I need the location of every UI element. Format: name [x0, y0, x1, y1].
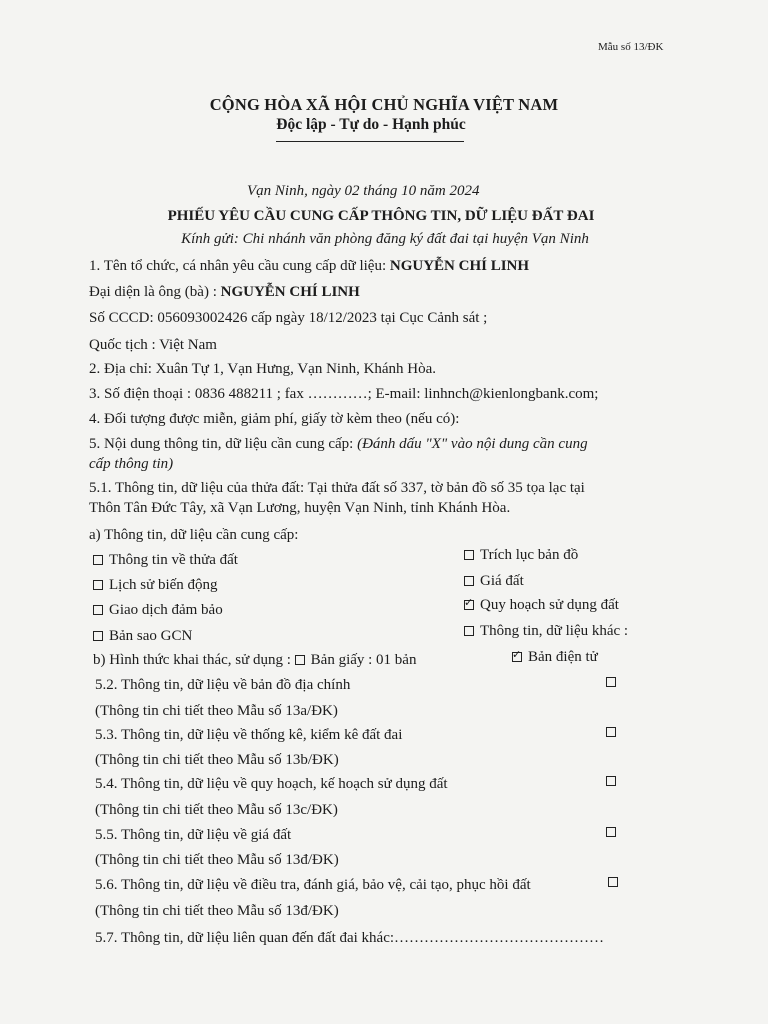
contact-line: 3. Số điện thoại : 0836 488211 ; fax …………; E-mail: linhnch@kienlongbank.com;	[89, 386, 599, 402]
usage-label: b) Hình thức khai thác, sử dụng :	[93, 652, 295, 668]
recipient-line: Kính gửi: Chi nhánh văn phòng đăng ký đất đai tại huyện Vạn Ninh	[181, 231, 589, 247]
option-label: Quy hoạch sử dụng đất	[480, 597, 619, 613]
form-code: Mẫu số 13/ĐK	[598, 41, 664, 53]
option-secured-transactions[interactable]	[93, 602, 223, 619]
checkbox-icon[interactable]	[93, 555, 103, 565]
option-label: Giao dịch đảm bảo	[109, 602, 223, 618]
parcel-line-2: Thôn Tân Đức Tây, xã Vạn Lương, huyện Vạn Ninh, tỉnh Khánh Hòa.	[89, 500, 511, 516]
checkbox-icon[interactable]	[464, 626, 474, 636]
data-item-land-statistics-checkbox[interactable]	[606, 724, 616, 741]
checkbox-icon[interactable]	[464, 550, 474, 560]
checkbox-icon[interactable]	[606, 677, 616, 687]
requester-name: NGUYỄN CHÍ LINH	[389, 258, 530, 274]
option-parcel-info[interactable]	[93, 552, 238, 569]
data-item-land-survey: 5.6. Thông tin, dữ liệu về điều tra, đánh giá, bảo vệ, cải tạo, phục hồi đất	[95, 877, 531, 893]
parcel-line-1: 5.1. Thông tin, dữ liệu của thửa đất: Tại thửa đất số 337, tờ bản đồ số 35 tọa lạc tại	[89, 480, 585, 496]
section5-line	[89, 436, 588, 453]
data-item-land-price: 5.5. Thông tin, dữ liệu về giá đất	[95, 827, 292, 843]
section5-note-cont: cấp thông tin)	[89, 456, 174, 472]
subsection-a: a) Thông tin, dữ liệu cần cung cấp:	[89, 527, 299, 543]
data-item-cadastral-map: 5.2. Thông tin, dữ liệu về bản đồ địa chính	[95, 677, 351, 693]
checkbox-icon[interactable]	[608, 877, 618, 887]
option-certificate-copy[interactable]	[93, 628, 192, 645]
option-label: Lịch sử biến động	[109, 577, 218, 593]
data-item-land-survey-detail: (Thông tin chi tiết theo Mẫu số 13đ/ĐK)	[95, 903, 339, 919]
option-change-history[interactable]	[93, 577, 218, 594]
section5-label: 5. Nội dung thông tin, dữ liệu cần cung cấp:	[89, 436, 358, 452]
option-land-price[interactable]	[464, 573, 524, 590]
nationality-line: Quốc tịch : Việt Nam	[89, 337, 217, 353]
option-label: Giá đất	[480, 573, 524, 589]
option-other-data[interactable]	[464, 623, 628, 640]
requester-label: 1. Tên tổ chức, cá nhân yêu cầu cung cấp dữ liệu:	[89, 258, 390, 274]
national-motto: Độc lập - Tự do - Hạnh phúc	[276, 116, 466, 133]
checked-checkbox-icon[interactable]	[512, 648, 522, 662]
data-item-cadastral-map-checkbox[interactable]	[606, 674, 616, 691]
motto-underline	[276, 141, 464, 142]
usage-electronic[interactable]	[512, 649, 598, 666]
checkbox-icon[interactable]	[606, 776, 616, 786]
requester-line	[89, 258, 529, 275]
other-data-line: 5.7. Thông tin, dữ liệu liên quan đến đất đai khác:……………………………………	[95, 930, 605, 946]
representative-label: Đại diện là ông (bà) :	[89, 284, 221, 300]
check-mark-icon: ✓	[512, 648, 522, 661]
checkbox-icon[interactable]	[606, 727, 616, 737]
checked-checkbox-icon[interactable]	[464, 596, 474, 610]
checkbox-icon[interactable]	[93, 605, 103, 615]
checkbox-icon[interactable]	[93, 631, 103, 641]
data-item-land-use-planning-detail: (Thông tin chi tiết theo Mẫu số 13c/ĐK)	[95, 802, 338, 818]
checkbox-icon[interactable]	[295, 655, 305, 665]
section5-note: (Đánh dấu "X" vào nội dung cần cung	[357, 436, 588, 452]
option-label: Thông tin về thửa đất	[109, 552, 238, 568]
usage-electronic-label: Bản điện tử	[528, 649, 598, 665]
check-mark-icon: ✓	[464, 596, 474, 609]
data-item-land-survey-checkbox[interactable]	[608, 874, 618, 891]
document-title: PHIẾU YÊU CẦU CUNG CẤP THÔNG TIN, DỮ LIỆU ĐẤT ĐAI	[167, 208, 595, 224]
data-item-land-use-planning: 5.4. Thông tin, dữ liệu về quy hoạch, kế hoạch sử dụng đất	[95, 776, 448, 792]
data-item-land-statistics: 5.3. Thông tin, dữ liệu về thống kê, kiểm kê đất đai	[95, 727, 403, 743]
place-date: Vạn Ninh, ngày 02 tháng 10 năm 2024	[247, 183, 480, 199]
address-line: 2. Địa chỉ: Xuân Tự 1, Vạn Hưng, Vạn Ninh, Khánh Hòa.	[89, 361, 437, 377]
checkbox-icon[interactable]	[464, 576, 474, 586]
option-land-use-planning[interactable]	[464, 597, 619, 614]
representative-name: NGUYỄN CHÍ LINH	[220, 284, 360, 300]
data-item-land-price-checkbox[interactable]	[606, 824, 616, 841]
usage-line	[93, 652, 416, 669]
option-map-extract[interactable]	[464, 547, 578, 564]
checkbox-icon[interactable]	[606, 827, 616, 837]
data-item-land-use-planning-checkbox[interactable]	[606, 773, 616, 790]
national-heading: CỘNG HÒA XÃ HỘI CHỦ NGHĨA VIỆT NAM	[209, 95, 559, 114]
data-item-cadastral-map-detail: (Thông tin chi tiết theo Mẫu số 13a/ĐK)	[95, 703, 338, 719]
checkbox-icon[interactable]	[93, 580, 103, 590]
option-label: Trích lục bản đồ	[480, 547, 579, 563]
option-label: Bản sao GCN	[109, 628, 193, 644]
data-item-land-price-detail: (Thông tin chi tiết theo Mẫu số 13đ/ĐK)	[95, 852, 339, 868]
id-card-line: Số CCCD: 056093002426 cấp ngày 18/12/2023 tại Cục Cảnh sát ;	[89, 310, 488, 326]
representative-line	[89, 284, 360, 301]
exemption-line: 4. Đối tượng được miễn, giảm phí, giấy tờ kèm theo (nếu có):	[89, 411, 460, 427]
option-label: Thông tin, dữ liệu khác :	[480, 623, 629, 639]
data-item-land-statistics-detail: (Thông tin chi tiết theo Mẫu số 13b/ĐK)	[95, 752, 339, 768]
usage-paper-label: Bản giấy : 01 bản	[310, 652, 417, 668]
